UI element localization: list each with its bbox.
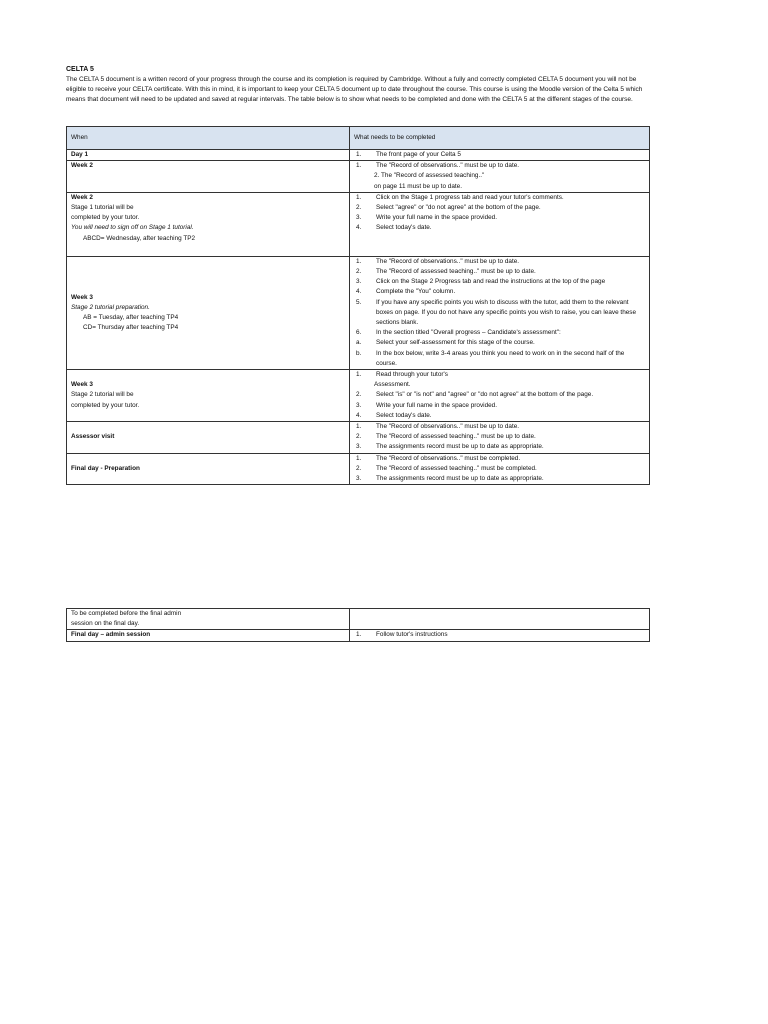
table-row xyxy=(67,453,650,485)
table-header-row xyxy=(67,127,650,150)
list-item: 2. The "Record of assessed teaching.." xyxy=(374,172,485,180)
list-item: 3. The assignments record must be up to date as appropriate. xyxy=(356,443,544,451)
list-item: 6. In the section titled "Overall progress – Candidate's assessment": xyxy=(356,329,561,337)
list-item: 2. Select "is" or "is not" and "agree" or "do not agree" at the bottom of the page. xyxy=(356,391,594,399)
list-item: 4. Select today's date. xyxy=(356,411,432,419)
list-item: 3. The assignments record must be up to date as appropriate. xyxy=(356,475,544,483)
when-label: Final day - Preparation xyxy=(71,464,140,472)
what-cell xyxy=(350,192,650,256)
when-cell xyxy=(67,453,350,485)
header-what: What needs to be completed xyxy=(350,127,650,150)
when-label: Week 3 xyxy=(71,293,93,301)
list-item: 1. Follow tutor's instructions xyxy=(356,631,448,639)
what-cell xyxy=(350,150,650,161)
list-item: 4. Select today's date. xyxy=(356,224,432,232)
progress-table xyxy=(66,126,650,485)
list-item: 2. The "Record of assessed teaching.." must be completed. xyxy=(356,464,537,472)
what-cell xyxy=(350,370,650,422)
what-cell xyxy=(350,630,650,641)
when-detail: Stage 2 tutorial will be xyxy=(71,391,134,399)
when-detail: completed by your tutor. xyxy=(71,214,140,222)
table-row xyxy=(67,630,650,641)
list-item: 3. Write your full name in the space provided. xyxy=(356,214,498,222)
when-label: Assessor visit xyxy=(71,433,115,441)
when-cell xyxy=(67,422,350,454)
what-cell xyxy=(350,453,650,485)
when-detail: CD= Thursday after teaching TP4 xyxy=(83,324,179,332)
list-item: Assessment. xyxy=(374,381,411,389)
when-label: Week 3 xyxy=(71,381,93,389)
header-when: When xyxy=(67,127,350,150)
document-title: CELTA 5 xyxy=(66,66,94,73)
list-item: 1. Click on the Stage 1 progress tab and read your tutor's comments. xyxy=(356,193,564,201)
when-cell xyxy=(67,161,350,193)
when-label: Week 2 xyxy=(71,162,93,170)
table-row xyxy=(67,422,650,454)
list-item: 2. The "Record of assessed teaching.." must be up to date. xyxy=(356,268,536,276)
list-item: 5. If you have any specific points you wish to discuss with the tutor, add them to the relevant boxes on page. If you do not have any specific points you wish to raise, you can leave these sections blank. xyxy=(356,298,637,327)
when-detail: You will need to sign off on Stage 1 tutorial. xyxy=(71,224,194,232)
list-item: a. Select your self-assessment for this stage of the course. xyxy=(356,339,535,347)
table-row xyxy=(67,609,650,630)
list-item: on page 11 must be up to date. xyxy=(374,182,462,190)
admin-note: To be completed before the final admin xyxy=(71,610,182,617)
list-item: 2. The "Record of assessed teaching.." must be up to date. xyxy=(356,433,536,441)
admin-note-cell xyxy=(67,609,350,630)
list-item: b. In the box below, write 3-4 areas you think you need to work on in the second half of the course. xyxy=(356,349,625,367)
when-cell xyxy=(67,370,350,422)
what-cell xyxy=(350,161,650,193)
what-cell xyxy=(350,256,650,369)
intro-paragraph: The CELTA 5 document is a written record of your progress through the course and its completion is required by Cambridge. Without a fully and correctly completed CELTA 5 document you will not be eligible to receive your CELTA certificate. With this in mind, it is important to keep your CELTA 5 document up to date throughout the course. This course is using the Moodle version of the Celta 5 which means that document will need to be updated and saved at regular intervals. The table below is to show what needs to be completed and done with the CELTA 5 at the different stages of the course. xyxy=(66,76,643,104)
list-item: 3. Write your full name in the space provided. xyxy=(356,401,498,409)
list-item: 3. Click on the Stage 2 Progress tab and read the instructions at the top of the page xyxy=(356,278,606,286)
list-item: 1. The "Record of observations.." must be up to date. xyxy=(356,162,520,170)
what-cell xyxy=(350,422,650,454)
list-item: 4. Complete the "You" column. xyxy=(356,288,456,296)
admin-session-table xyxy=(66,608,650,642)
when-label: Week 2 xyxy=(71,193,93,201)
table-row xyxy=(67,150,650,161)
when-cell xyxy=(67,192,350,256)
list-item: 1. The "Record of observations.." must be up to date. xyxy=(356,257,520,265)
when-detail: Stage 1 tutorial will be xyxy=(71,204,134,212)
table-row xyxy=(67,161,650,193)
when-label: Day 1 xyxy=(71,151,89,158)
when-cell xyxy=(67,630,350,641)
when-detail: completed by your tutor. xyxy=(71,401,140,409)
when-cell xyxy=(67,256,350,369)
table-row xyxy=(67,192,650,256)
list-item: 2. Select "agree" or "do not agree" at the bottom of the page. xyxy=(356,204,541,212)
table-row xyxy=(67,370,650,422)
table-row xyxy=(67,256,650,369)
list-item: 1. The "Record of observations.." must be completed. xyxy=(356,454,521,462)
admin-note: session on the final day. xyxy=(71,620,140,628)
when-detail: Stage 2 tutorial preparation. xyxy=(71,303,150,311)
when-label: Final day – admin session xyxy=(71,631,151,639)
list-item: 1. The front page of your Celta 5 xyxy=(356,151,461,158)
when-detail: AB = Tuesday, after teaching TP4 xyxy=(83,313,179,321)
empty-cell xyxy=(350,609,650,630)
when-detail: ABCD= Wednesday, after teaching TP2 xyxy=(83,234,196,242)
list-item: 1. Read through your tutor's xyxy=(356,371,448,379)
list-item: 1. The "Record of observations.." must be up to date. xyxy=(356,423,520,431)
when-cell xyxy=(67,150,350,161)
